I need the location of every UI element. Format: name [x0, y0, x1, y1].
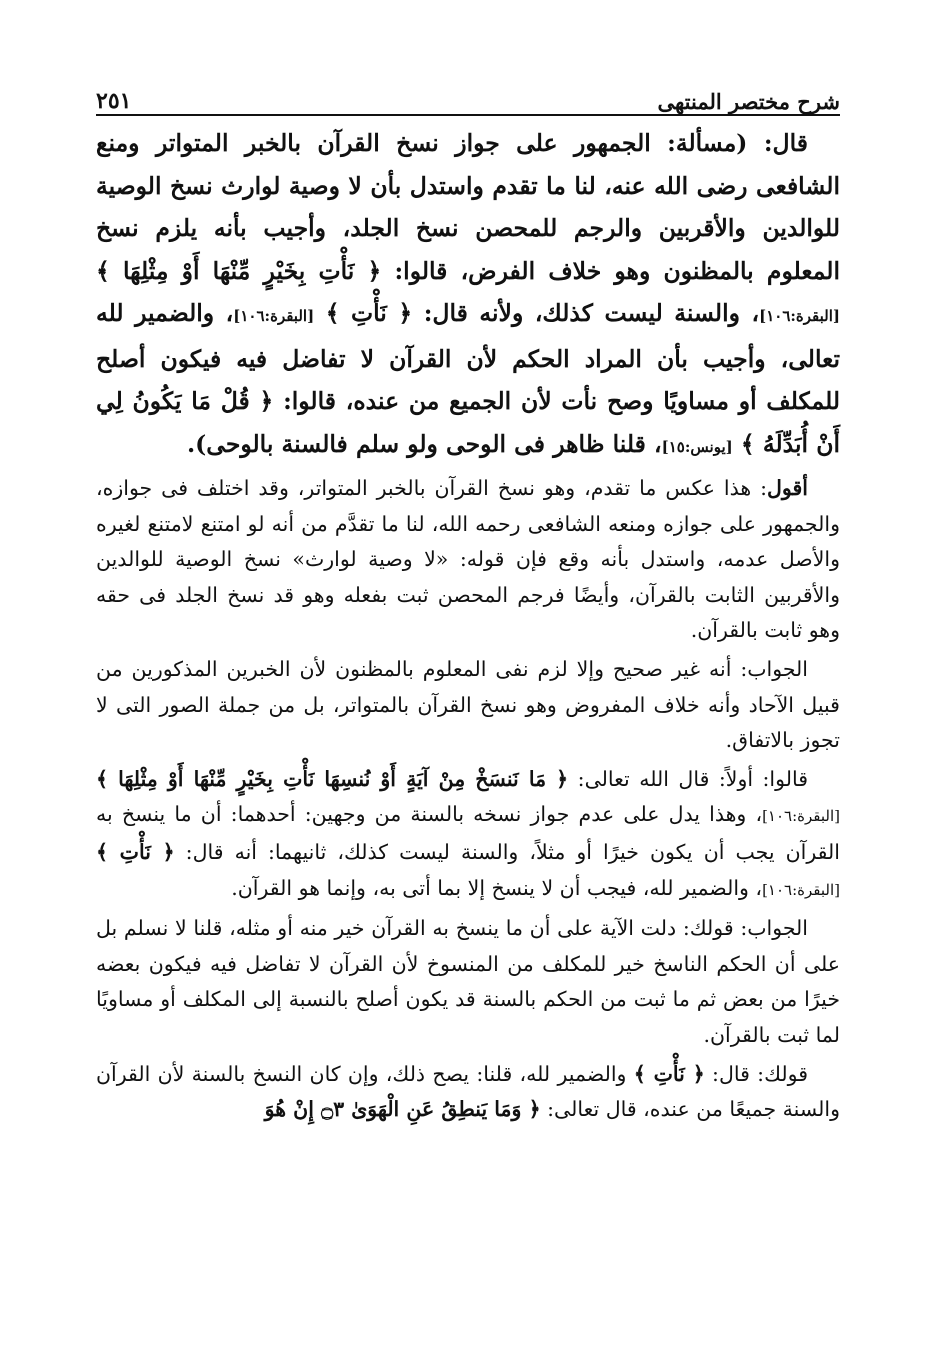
matn-text	[96, 122, 840, 468]
running-header	[96, 74, 840, 116]
quran-verse: ﴿ نَأْتِ بِخَيْرٍ مِّنْهَا أَوْ مِثْلِهَا ﴾	[96, 256, 382, 285]
quran-verse: ﴿ نَأْتِ ﴾	[96, 839, 175, 864]
commentary-segment: والضمير لله، قلنا: يصح ذلك، وإن كان النسخ بالسنة لأن القرآن والسنة جميعًا من عنده، قال تعالى:	[96, 1061, 840, 1122]
book-title: شرح مختصر المنتهى	[657, 89, 840, 114]
matn-segment: ، والضمير لله تعالى، وأجيب بأن المراد الحكم لأن القرآن لا تفاضل فيه فيكون أصلح للمكلف أو مساويًا وصح نأت لأن الجميع من عنده، قالوا:	[96, 299, 841, 415]
matn-segment: قال: (مسألة: الجمهور على جواز نسخ القرآن بالخبر المتواتر ومنع الشافعى رضى الله عنه، لنا ما تقدم واستدل بأن لا وصية لوارث نسخ الوصية للوالدين والأقربين والرجم للمحصن نسخ الجلد، وأجيب بأنه يلزم نسخ المعلوم بالمظنون وهو خلاف الفرض، قالوا:	[96, 129, 840, 285]
commentary-paragraph	[96, 471, 840, 649]
book-page	[96, 74, 840, 1128]
matn-segment: ، والسنة ليست كذلك، ولأنه قال:	[412, 299, 760, 327]
verse-citation: [البقرة:١٠٦]	[233, 307, 315, 325]
commentary-segment: قالوا: أولاً: قال الله تعالى:	[568, 766, 809, 791]
commentary-segment: : هذا عكس ما تقدم، وهو نسخ القرآن بالخبر المتواتر، وقد اختلف فى جوازه، والجمهور على جوازه ومنعه الشافعى رحمه الله، لنا ما تقدَّم من أنه لو امتنع لامتنع لغيره والأصل عدمه، واستدل بأنه وقع فإن قوله: «لا وصية لوارث» نسخ الوصية للوالدين والأقربين الثابت بالقرآن، وأيضًا فرجم المحصن ثبت بفعله وهو قد نسخ الجلد فى حقه وهو ثابت بالقرآن.	[96, 476, 840, 643]
commentary-segment: ، والضمير لله، فيجب أن لا ينسخ إلا بما أتى به، وإنما هو القرآن.	[231, 875, 763, 900]
commentary-paragraph: الجواب: قولك: دلت الآية على أن ما ينسخ به القرآن خير منه أو مثله، قلنا لا نسلم بل على أن الحكم الناسخ خير للمكلف من المنسوخ لأن القرآن لا تفاضل فيه فيكون بعضه خيرًا من بعض ثم ما ثبت من الحكم بالسنة قد يكون أصلح بالنسبة إلى المكلف أو مساويًا لما ثبت بالقرآن.	[96, 916, 840, 1047]
page-number: ٢٥١	[96, 88, 132, 114]
matn-segment: ، قلنا ظاهر فى الوحى ولو سلم فالسنة بالوحى).	[186, 429, 662, 458]
commentary	[96, 471, 840, 1128]
quran-verse: ﴿ مَا نَنسَخْ مِنْ آيَةٍ أَوْ نُنسِهَا نَأْتِ بِخَيْرٍ مِّنْهَا أَوْ مِثْلِهَا ﴾	[96, 766, 569, 791]
verse-citation: [البقرة:١٠٦]	[762, 807, 840, 826]
verse-citation: [البقرة:١٠٦]	[759, 307, 840, 325]
commentary-paragraph	[96, 762, 840, 908]
aqul-label: أقول	[767, 476, 808, 500]
commentary-paragraph: الجواب: أنه غير صحيح وإلا لزم نفى المعلوم بالمظنون لأن الخبرين المذكورين من قبيل الآحاد وأنه خلاف المفروض وهو نسخ القرآن بالمتواتر، بل من جملة الصور التى لا تجوز بالاتفاق.	[96, 656, 840, 753]
matn-paragraph	[96, 122, 840, 468]
verse-citation: [البقرة:١٠٦]	[762, 880, 840, 899]
commentary-paragraph	[96, 1057, 840, 1128]
quran-verse: ﴿ قُلْ مَا يَكُونُ لِي أَنْ أُبَدِّلَهُ ﴾	[96, 387, 840, 458]
quran-verse: ﴿ نَأْتِ ﴾	[633, 1061, 705, 1086]
verse-citation: [يونس:١٥]	[661, 437, 733, 456]
commentary-segment: ، وهذا يدل على عدم جواز نسخه بالسنة من وجهين: أحدهما: أن ما ينسخ به القرآن يجب أن يكون خيرًا أو مثلاً، والسنة ليست كذلك، ثانيهما: أنه قال:	[96, 802, 840, 864]
quran-verse: ﴿ وَمَا يَنطِقُ عَنِ الْهَوَىٰ ۝٣ إِنْ هُوَ	[264, 1097, 541, 1122]
quran-verse: ﴿ نَأْتِ ﴾	[325, 299, 413, 327]
commentary-segment: قولك: قال:	[704, 1061, 808, 1086]
